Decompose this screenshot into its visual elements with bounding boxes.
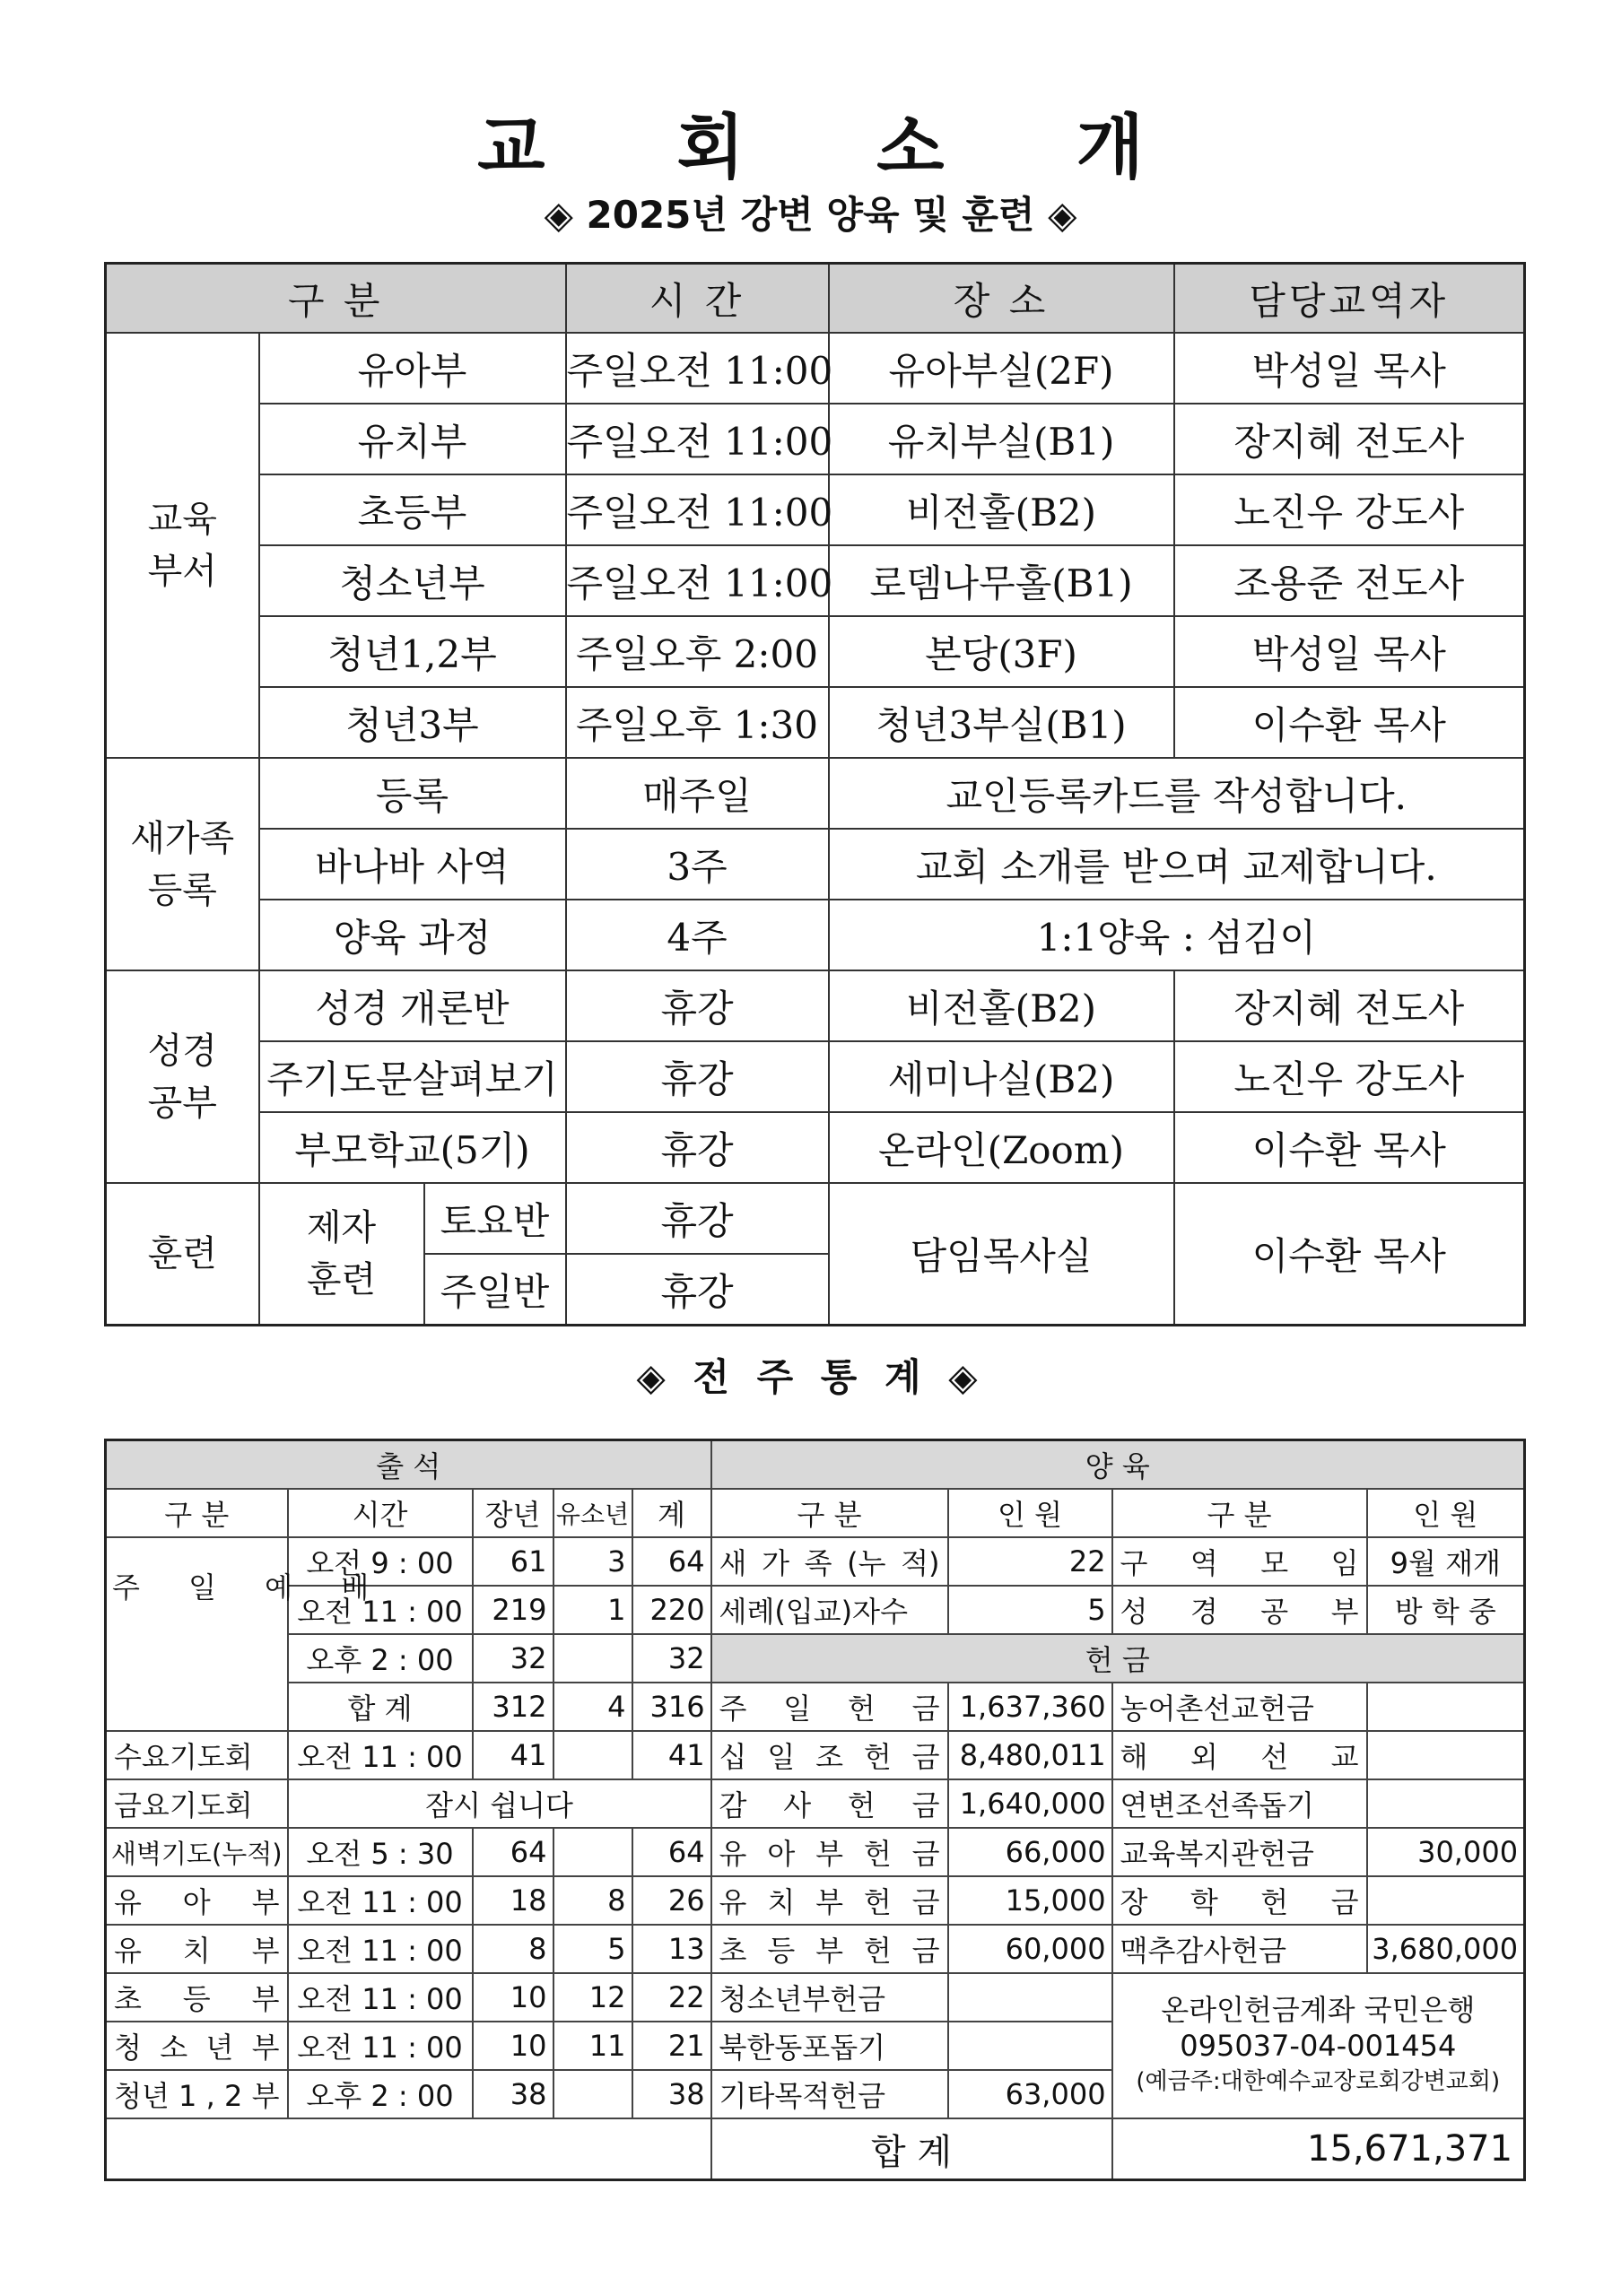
att-youth bbox=[553, 2070, 632, 2118]
header-category: 구 분 bbox=[106, 264, 566, 334]
column-header-row bbox=[106, 1489, 1525, 1537]
att-total: 22 bbox=[632, 1973, 711, 2022]
att-category: 수요기도회 bbox=[106, 1731, 288, 1779]
att-youth: 3 bbox=[553, 1537, 632, 1586]
dept-name: 청년1,2부 bbox=[259, 616, 566, 687]
dept-name: 청년3부 bbox=[259, 687, 566, 758]
att-youth bbox=[553, 1731, 632, 1779]
program-time: 매주일 bbox=[566, 758, 829, 829]
att-total: 21 bbox=[632, 2022, 711, 2070]
offering-label: 유 치 부 헌 금 bbox=[711, 1876, 948, 1925]
offering-label: 농어촌선교헌금 bbox=[1112, 1683, 1367, 1731]
training-leader: 이수환 목사 bbox=[1174, 1183, 1525, 1326]
dept-time: 주일오전 11:00 bbox=[566, 333, 829, 404]
bank-account-number: 095037-04-001454 bbox=[1180, 2029, 1457, 2063]
account-holder: (예금주:대한예수교장로회강변교회) bbox=[1136, 2068, 1501, 2095]
att-category: 청 소 년 부 bbox=[106, 2022, 288, 2070]
col-nurture-category: 구 분 bbox=[711, 1489, 948, 1537]
table-row bbox=[106, 1537, 1525, 1586]
header-leader: 담당교역자 bbox=[1174, 264, 1525, 334]
category-training: 훈련 bbox=[106, 1183, 259, 1326]
table-row bbox=[106, 1973, 1525, 2022]
att-adult: 312 bbox=[473, 1683, 553, 1731]
att-adult: 8 bbox=[473, 1925, 553, 1973]
class-name: 주기도문살펴보기 bbox=[259, 1041, 566, 1112]
att-youth: 5 bbox=[553, 1925, 632, 1973]
dept-leader: 박성일 목사 bbox=[1174, 616, 1525, 687]
table-row bbox=[106, 1683, 1525, 1731]
training-class: 토요반 bbox=[424, 1183, 566, 1254]
discipleship-training bbox=[259, 1183, 424, 1326]
table-row bbox=[106, 1634, 1525, 1683]
header-place: 장 소 bbox=[829, 264, 1174, 334]
att-youth: 8 bbox=[553, 1876, 632, 1925]
offering-value: 66,000 bbox=[948, 1828, 1112, 1876]
program-time: 3주 bbox=[566, 829, 829, 900]
offering-value bbox=[1367, 1779, 1525, 1828]
att-note: 잠시 쉽니다 bbox=[288, 1779, 711, 1828]
offering-value bbox=[1367, 1683, 1525, 1731]
att-youth: 11 bbox=[553, 2022, 632, 2070]
offering-label: 주 일 헌 금 bbox=[711, 1683, 948, 1731]
sunday-worship-label: 주 일 예 배 bbox=[106, 1537, 288, 1731]
offering-header: 헌 금 bbox=[711, 1634, 1525, 1683]
dept-time: 주일오전 11:00 bbox=[566, 404, 829, 474]
category-education-line2: 부서 bbox=[147, 551, 217, 592]
page-title: 교 회 소 개 bbox=[477, 108, 1198, 188]
offering-label: 기타목적헌금 bbox=[711, 2070, 948, 2118]
col-youth: 유소년 bbox=[553, 1489, 632, 1537]
offering-label: 유 아 부 헌 금 bbox=[711, 1828, 948, 1876]
col-nurture-count: 인 원 bbox=[948, 1489, 1112, 1537]
program-name: 등록 bbox=[259, 758, 566, 829]
att-category: 초 등 부 bbox=[106, 1973, 288, 2022]
col-total: 계 bbox=[632, 1489, 711, 1537]
class-place: 비전홀(B2) bbox=[829, 970, 1174, 1041]
att-adult: 10 bbox=[473, 1973, 553, 2022]
offering-label: 십 일 조 헌 금 bbox=[711, 1731, 948, 1779]
program-desc: 교회 소개를 받으며 교제합니다. bbox=[829, 829, 1525, 900]
dept-time: 주일오전 11:00 bbox=[566, 545, 829, 616]
att-category: 유 치 부 bbox=[106, 1925, 288, 1973]
att-time: 오후 2 : 00 bbox=[288, 2070, 473, 2118]
offering-value bbox=[948, 1973, 1112, 2022]
class-time: 휴강 bbox=[566, 970, 829, 1041]
att-total: 38 bbox=[632, 2070, 711, 2118]
nurture-value: 9월 재개 bbox=[1367, 1537, 1525, 1586]
total-label: 합 계 bbox=[711, 2118, 1112, 2180]
att-adult: 38 bbox=[473, 2070, 553, 2118]
table-row bbox=[106, 829, 1525, 900]
offering-value: 30,000 bbox=[1367, 1828, 1525, 1876]
table-header-row bbox=[106, 264, 1525, 334]
offering-value: 1,640,000 bbox=[948, 1779, 1112, 1828]
nurture-label: 성 경 공 부 bbox=[1112, 1586, 1367, 1634]
program-name: 바나바 사역 bbox=[259, 829, 566, 900]
table-row bbox=[106, 687, 1525, 758]
dept-name: 초등부 bbox=[259, 474, 566, 545]
stats-section-title: ◈ 전 주 통 계 ◈ bbox=[636, 1355, 985, 1399]
dept-name: 청소년부 bbox=[259, 545, 566, 616]
att-time: 오전 11 : 00 bbox=[288, 1973, 473, 2022]
nurture-value: 22 bbox=[948, 1537, 1112, 1586]
offering-value: 8,480,011 bbox=[948, 1731, 1112, 1779]
program-desc: 교인등록카드를 작성합니다. bbox=[829, 758, 1525, 829]
category-education bbox=[106, 333, 259, 758]
att-youth: 4 bbox=[553, 1683, 632, 1731]
dept-time: 주일오전 11:00 bbox=[566, 474, 829, 545]
table-row bbox=[106, 758, 1525, 829]
att-total: 64 bbox=[632, 1537, 711, 1586]
nurture-label: 세례(입교)자수 bbox=[711, 1586, 948, 1634]
category-new-family bbox=[106, 758, 259, 970]
col-nurture-count2: 인 원 bbox=[1367, 1489, 1525, 1537]
nurture-value: 5 bbox=[948, 1586, 1112, 1634]
class-name: 성경 개론반 bbox=[259, 970, 566, 1041]
offering-label: 청소년부헌금 bbox=[711, 1973, 948, 2022]
dept-place: 비전홀(B2) bbox=[829, 474, 1174, 545]
att-youth bbox=[553, 1634, 632, 1683]
class-place: 온라인(Zoom) bbox=[829, 1112, 1174, 1183]
dept-leader: 조용준 전도사 bbox=[1174, 545, 1525, 616]
online-offering-account bbox=[1112, 1973, 1525, 2118]
att-time: 오전 11 : 00 bbox=[288, 1731, 473, 1779]
training-section-title: ◈ 2025년 강변 양육 및 훈련 ◈ bbox=[544, 193, 1077, 237]
program-desc: 1:1양육 : 섬김이 bbox=[829, 900, 1525, 970]
class-name: 부모학교(5기) bbox=[259, 1112, 566, 1183]
offering-value: 60,000 bbox=[948, 1925, 1112, 1973]
class-leader: 장지혜 전도사 bbox=[1174, 970, 1525, 1041]
discipleship-line1: 제자 bbox=[306, 1207, 377, 1248]
table-row bbox=[106, 1731, 1525, 1779]
table-row bbox=[106, 545, 1525, 616]
table-row bbox=[106, 1828, 1525, 1876]
col-adult: 장년 bbox=[473, 1489, 553, 1537]
att-total: 13 bbox=[632, 1925, 711, 1973]
att-category: 청년 1 , 2 부 bbox=[106, 2070, 288, 2118]
att-time: 오전 9 : 00 bbox=[288, 1537, 473, 1586]
header-time: 시 간 bbox=[566, 264, 829, 334]
training-class: 주일반 bbox=[424, 1254, 566, 1326]
offering-value: 1,637,360 bbox=[948, 1683, 1112, 1731]
att-time: 오전 11 : 00 bbox=[288, 1925, 473, 1973]
nurture-label: 새 가 족 (누 적) bbox=[711, 1537, 948, 1586]
dept-leader: 노진우 강도사 bbox=[1174, 474, 1525, 545]
att-youth: 12 bbox=[553, 1973, 632, 2022]
class-place: 세미나실(B2) bbox=[829, 1041, 1174, 1112]
att-adult: 61 bbox=[473, 1537, 553, 1586]
table-row bbox=[106, 404, 1525, 474]
attendance-header: 출 석 bbox=[106, 1440, 711, 1490]
class-time: 휴강 bbox=[566, 1041, 829, 1112]
nurture-value: 방 학 중 bbox=[1367, 1586, 1525, 1634]
offering-value bbox=[1367, 1731, 1525, 1779]
att-subtotal-label: 합 계 bbox=[288, 1683, 473, 1731]
table-row bbox=[106, 474, 1525, 545]
table-row bbox=[106, 616, 1525, 687]
table-row bbox=[106, 970, 1525, 1041]
total-blank bbox=[106, 2118, 711, 2180]
table-row bbox=[106, 900, 1525, 970]
offering-label: 교육복지관헌금 bbox=[1112, 1828, 1367, 1876]
dept-leader: 박성일 목사 bbox=[1174, 333, 1525, 404]
att-total: 26 bbox=[632, 1876, 711, 1925]
att-time: 오후 2 : 00 bbox=[288, 1634, 473, 1683]
table-row bbox=[106, 1779, 1525, 1828]
class-leader: 노진우 강도사 bbox=[1174, 1041, 1525, 1112]
att-time: 오전 11 : 00 bbox=[288, 2022, 473, 2070]
training-time: 휴강 bbox=[566, 1254, 829, 1326]
offering-label: 초 등 부 헌 금 bbox=[711, 1925, 948, 1973]
dept-place: 본당(3F) bbox=[829, 616, 1174, 687]
att-adult: 41 bbox=[473, 1731, 553, 1779]
att-time: 오전 5 : 30 bbox=[288, 1828, 473, 1876]
att-time: 오전 11 : 00 bbox=[288, 1586, 473, 1634]
offering-value: 63,000 bbox=[948, 2070, 1112, 2118]
dept-place: 청년3부실(B1) bbox=[829, 687, 1174, 758]
table-row bbox=[106, 1183, 1525, 1254]
dept-place: 유아부실(2F) bbox=[829, 333, 1174, 404]
att-adult: 10 bbox=[473, 2022, 553, 2070]
col-nurture-category2: 구 분 bbox=[1112, 1489, 1367, 1537]
att-adult: 18 bbox=[473, 1876, 553, 1925]
bank-name: 온라인헌금계좌 국민은행 bbox=[1161, 1993, 1476, 2027]
offering-value bbox=[948, 2022, 1112, 2070]
training-place: 담임목사실 bbox=[829, 1183, 1174, 1326]
nurture-header: 양 육 bbox=[711, 1440, 1525, 1490]
offering-label: 맥추감사헌금 bbox=[1112, 1925, 1367, 1973]
total-row bbox=[106, 2118, 1525, 2180]
offering-value bbox=[1367, 1876, 1525, 1925]
category-education-line1: 교육 bbox=[147, 499, 217, 540]
att-adult: 32 bbox=[473, 1634, 553, 1683]
att-adult: 219 bbox=[473, 1586, 553, 1634]
att-total: 220 bbox=[632, 1586, 711, 1634]
col-time: 시간 bbox=[288, 1489, 473, 1537]
category-family-line2: 등록 bbox=[147, 869, 217, 911]
weekly-stats-table bbox=[104, 1439, 1526, 2181]
dept-name: 유치부 bbox=[259, 404, 566, 474]
offering-value: 15,000 bbox=[948, 1876, 1112, 1925]
att-total: 41 bbox=[632, 1731, 711, 1779]
dept-place: 유치부실(B1) bbox=[829, 404, 1174, 474]
dept-time: 주일오후 1:30 bbox=[566, 687, 829, 758]
att-category: 금요기도회 bbox=[106, 1779, 288, 1828]
offering-label: 해 외 선 교 bbox=[1112, 1731, 1367, 1779]
class-leader: 이수환 목사 bbox=[1174, 1112, 1525, 1183]
dept-leader: 이수환 목사 bbox=[1174, 687, 1525, 758]
table-row bbox=[106, 1586, 1525, 1634]
category-family-line1: 새가족 bbox=[130, 817, 235, 859]
offering-label: 북한동포돕기 bbox=[711, 2022, 948, 2070]
col-category: 구 분 bbox=[106, 1489, 288, 1537]
training-schedule-table bbox=[104, 262, 1526, 1326]
att-total: 64 bbox=[632, 1828, 711, 1876]
table-row bbox=[106, 1876, 1525, 1925]
att-total: 316 bbox=[632, 1683, 711, 1731]
category-bible-line1: 성경 bbox=[147, 1030, 217, 1072]
program-time: 4주 bbox=[566, 900, 829, 970]
table-row bbox=[106, 1041, 1525, 1112]
category-bible-line2: 공부 bbox=[147, 1082, 217, 1124]
dept-leader: 장지혜 전도사 bbox=[1174, 404, 1525, 474]
discipleship-line2: 훈련 bbox=[306, 1259, 377, 1300]
category-bible-study bbox=[106, 970, 259, 1183]
att-youth bbox=[553, 1828, 632, 1876]
program-name: 양육 과정 bbox=[259, 900, 566, 970]
offering-label: 감 사 헌 금 bbox=[711, 1779, 948, 1828]
offering-label: 연변조선족돕기 bbox=[1112, 1779, 1367, 1828]
dept-name: 유아부 bbox=[259, 333, 566, 404]
table-row bbox=[106, 1925, 1525, 1973]
training-time: 휴강 bbox=[566, 1183, 829, 1254]
att-category: 유 아 부 bbox=[106, 1876, 288, 1925]
total-value: 15,671,371 bbox=[1112, 2118, 1525, 2180]
class-time: 휴강 bbox=[566, 1112, 829, 1183]
nurture-label: 구 역 모 임 bbox=[1112, 1537, 1367, 1586]
att-category: 새벽기도(누적) bbox=[106, 1828, 288, 1876]
att-time: 오전 11 : 00 bbox=[288, 1876, 473, 1925]
table-row bbox=[106, 333, 1525, 404]
offering-value: 3,680,000 bbox=[1367, 1925, 1525, 1973]
att-total: 32 bbox=[632, 1634, 711, 1683]
dept-time: 주일오후 2:00 bbox=[566, 616, 829, 687]
att-adult: 64 bbox=[473, 1828, 553, 1876]
dept-place: 로뎀나무홀(B1) bbox=[829, 545, 1174, 616]
att-youth: 1 bbox=[553, 1586, 632, 1634]
table-row bbox=[106, 1112, 1525, 1183]
offering-label: 장 학 헌 금 bbox=[1112, 1876, 1367, 1925]
